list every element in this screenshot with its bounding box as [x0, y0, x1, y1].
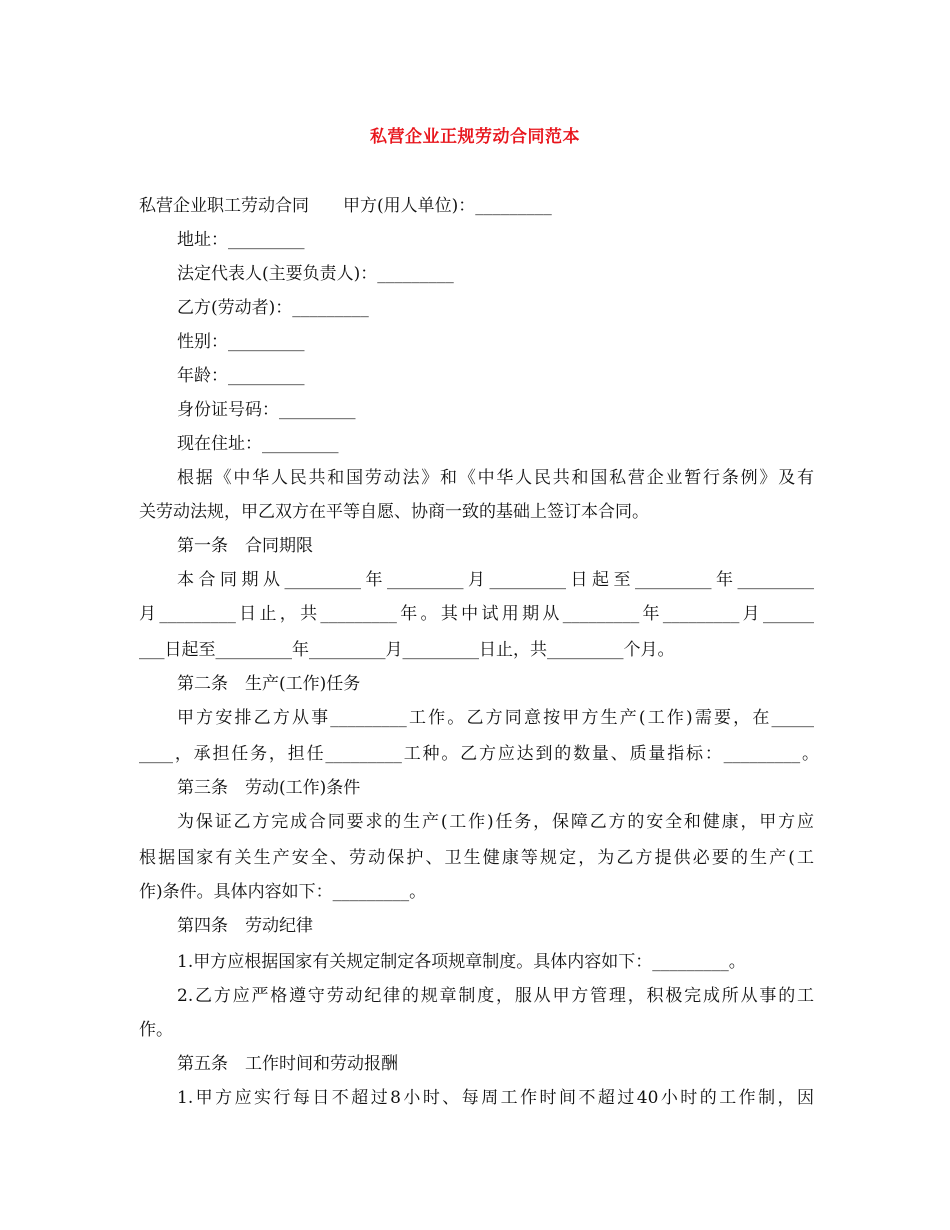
preamble-line: 关劳动法规，甲乙双方在平等自愿、协商一致的基础上签订本合同。: [139, 502, 649, 522]
party-b-field: 乙方(劳动者)：_________: [177, 298, 369, 318]
preamble-line: 根据《中华人民共和国劳动法》和《中华人民共和国私营企业暂行条例》及有: [177, 468, 814, 488]
article-heading: 第一条 合同期限: [177, 536, 313, 556]
address-field: 地址：_________: [177, 230, 305, 250]
paragraph-line: 1.甲方应实行每日不超过8小时、每周工作时间不超过40小时的工作制，因: [177, 1088, 814, 1108]
contract-header-line: 私营企业职工劳动合同 甲方(用人单位)：_________: [139, 196, 552, 216]
id-number-field: 身份证号码：_________: [177, 400, 356, 420]
paragraph-line: 1.甲方应根据国家有关规定制定各项规章制度。具体内容如下：_________。: [177, 952, 746, 972]
paragraph-line: 2.乙方应严格遵守劳动纪律的规章制度，服从甲方管理，积极完成所从事的工: [177, 986, 814, 1006]
paragraph-line: 月_________日止，共_________年。其中试用期从_________年_________月______: [139, 604, 814, 624]
paragraph-line: ___日起至_________年_________月_________日止，共_________个月。: [139, 640, 675, 660]
paragraph-line: 作。: [139, 1020, 173, 1040]
paragraph-line: 甲方安排乙方从事_________工作。乙方同意按甲方生产(工作)需要，在_____: [177, 708, 814, 728]
article-heading: 第四条 劳动纪律: [177, 916, 313, 936]
age-field: 年龄：_________: [177, 366, 305, 386]
paragraph-line: ____，承担任务，担任_________工种。乙方应达到的数量、质量指标：_________。: [139, 744, 819, 764]
paragraph-line: 本合同期从_________年_________月_________日起至_________年_________: [177, 570, 814, 590]
article-heading: 第三条 劳动(工作)条件: [177, 778, 361, 798]
paragraph-line: 根据国家有关生产安全、劳动保护、卫生健康等规定，为乙方提供必要的生产(工: [139, 848, 814, 868]
paragraph-line: 作)条件。具体内容如下：_________。: [139, 882, 427, 902]
article-heading: 第二条 生产(工作)任务: [177, 674, 361, 694]
gender-field: 性别：_________: [177, 332, 305, 352]
article-heading: 第五条 工作时间和劳动报酬: [177, 1054, 398, 1074]
paragraph-line: 为保证乙方完成合同要求的生产(工作)任务，保障乙方的安全和健康，甲方应: [177, 812, 814, 832]
current-address-field: 现在住址：_________: [177, 434, 339, 454]
legal-representative-field: 法定代表人(主要负责人)：_________: [177, 264, 454, 284]
document-title: 私营企业正规劳动合同范本: [370, 127, 580, 147]
